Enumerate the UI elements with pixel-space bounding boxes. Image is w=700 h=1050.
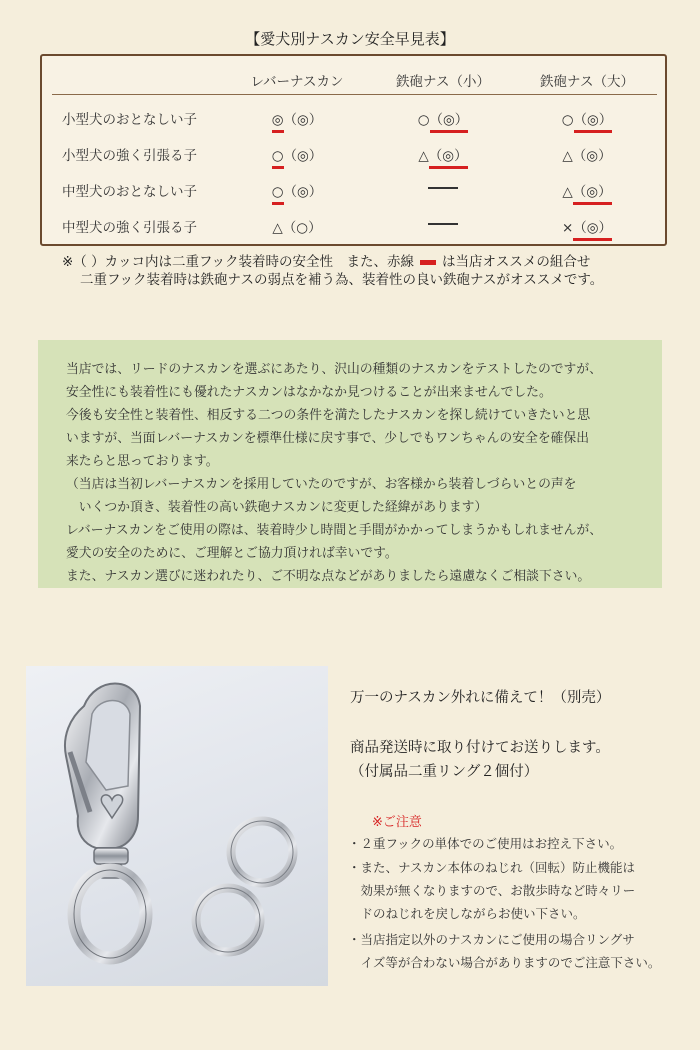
safety-mark: ○ [417, 112, 430, 128]
table-note-2: 二重フック装着時は鉄砲ナスの弱点を補う為、装着性の良い鉄砲ナスがオススメです。 [80, 272, 604, 288]
snap-hook-and-rings-illustration [26, 666, 328, 986]
safety-mark: △ [562, 148, 573, 164]
safety-table [40, 54, 667, 246]
note-text-a: ※（ ）カッコ内は二重フック装着時の安全性 また、赤線 [62, 254, 415, 270]
double-hook-safety-mark: （◎） [573, 180, 612, 200]
product-photo [26, 666, 328, 986]
message-line: 愛犬の安全のために、ご理解とご協力頂ければ幸いです。 [66, 546, 398, 561]
header-lever: レバーナスカン [250, 74, 344, 90]
double-hook-safety-mark: （◎） [573, 216, 612, 236]
double-hook-safety-mark: （○） [282, 220, 322, 236]
header-divider [52, 94, 657, 95]
table-cell [222, 144, 372, 164]
safety-mark: ◎ [271, 112, 284, 128]
table-cell [222, 216, 372, 236]
red-line-legend-icon [420, 260, 436, 265]
message-line: 安全性にも装着性にも優れたナスカンはなかなか見つけることが出来ませんでした。 [66, 385, 552, 400]
message-line: （当店は当初レバーナスカンを採用していたのですが、お客様から装着しづらいとの声を [66, 477, 577, 492]
row-label: 小型犬の強く引張る子 [62, 148, 197, 164]
table-cell [368, 108, 518, 128]
message-line: いますが、当面レバーナスカンを標準仕様に戻す事で、少しでもワンちゃんの安全を確保出 [66, 431, 590, 446]
row-label: 中型犬のおとなしい子 [62, 184, 197, 200]
header-gun-large: 鉄砲ナス（大） [540, 74, 634, 90]
caution-bullet: ドのねじれを戻しながらお使い下さい。 [348, 906, 586, 921]
table-cell [222, 180, 372, 200]
safety-mark: ○ [271, 148, 284, 164]
caution-bullet: ・また、ナスカン本体のねじれ（回転）防止機能は [348, 860, 636, 875]
product-heading: 万一のナスカン外れに備えて！（別売） [350, 690, 611, 706]
double-hook-safety-mark: （◎） [429, 144, 468, 164]
double-hook-safety-mark: （◎） [430, 108, 469, 128]
table-cell [512, 216, 662, 236]
safety-mark: △ [418, 148, 429, 164]
product-line-3: （付属品二重リング２個付） [350, 764, 539, 780]
message-line: また、ナスカン選びに迷われたり、ご不明な点などがありましたら遠慮なくご相談下さい。 [66, 569, 591, 584]
double-hook-safety-mark: （◎） [572, 148, 612, 164]
message-line: 今後も安全性と装着性、相反する二つの条件を満たしたナスカンを探し続けていきたいと思 [66, 408, 591, 423]
table-note-1 [62, 250, 590, 270]
caution-bullet: ・当店指定以外のナスカンにご使用の場合リングサ [348, 932, 635, 947]
table-cell [368, 180, 518, 196]
caution-title: ※ご注意 [372, 815, 422, 830]
note-text-b: は当店オススメの組合せ [442, 254, 591, 270]
table-cell [368, 144, 518, 164]
message-line: 当店では、リードのナスカンを選ぶにあたり、沢山の種類のナスカンをテストしたのですが、 [66, 362, 602, 377]
not-applicable-dash [428, 187, 458, 189]
table-cell [512, 108, 662, 128]
table-cell [512, 144, 662, 164]
product-line-2: 商品発送時に取り付けてお送りします。 [350, 740, 610, 756]
table-cell [368, 216, 518, 232]
safety-mark: × [561, 220, 574, 236]
safety-mark: △ [272, 220, 283, 236]
double-hook-safety-mark: （◎） [283, 148, 323, 164]
double-hook-safety-mark: （◎） [283, 112, 323, 128]
message-line: いくつか頂き、装着性の高い鉄砲ナスカンに変更した経緯があります） [66, 500, 488, 515]
not-applicable-dash [428, 223, 458, 225]
row-label: 中型犬の強く引張る子 [62, 220, 197, 236]
table-cell [222, 108, 372, 128]
message-box [38, 340, 662, 588]
message-line: 来たらと思っております。 [66, 454, 219, 469]
safety-mark: ○ [561, 112, 574, 128]
caution-bullet: イズ等が合わない場合がありますのでご注意下さい。 [348, 955, 661, 970]
header-gun-small: 鉄砲ナス（小） [396, 74, 490, 90]
safety-mark: ○ [271, 184, 284, 200]
caution-bullet: ・２重フックの単体でのご使用はお控え下さい。 [348, 836, 623, 851]
table-title: 【愛犬別ナスカン安全早見表】 [245, 30, 455, 48]
double-hook-safety-mark: （◎） [283, 184, 323, 200]
caution-bullet: 効果が無くなりますので、お散歩時など時々リー [348, 883, 636, 898]
double-hook-safety-mark: （◎） [574, 108, 613, 128]
table-cell [512, 180, 662, 200]
message-line: レバーナスカンをご使用の際は、装着時少し時間と手間がかかってしまうかもしれませんが、 [66, 523, 603, 538]
safety-mark: △ [562, 184, 573, 200]
row-label: 小型犬のおとなしい子 [62, 112, 197, 128]
